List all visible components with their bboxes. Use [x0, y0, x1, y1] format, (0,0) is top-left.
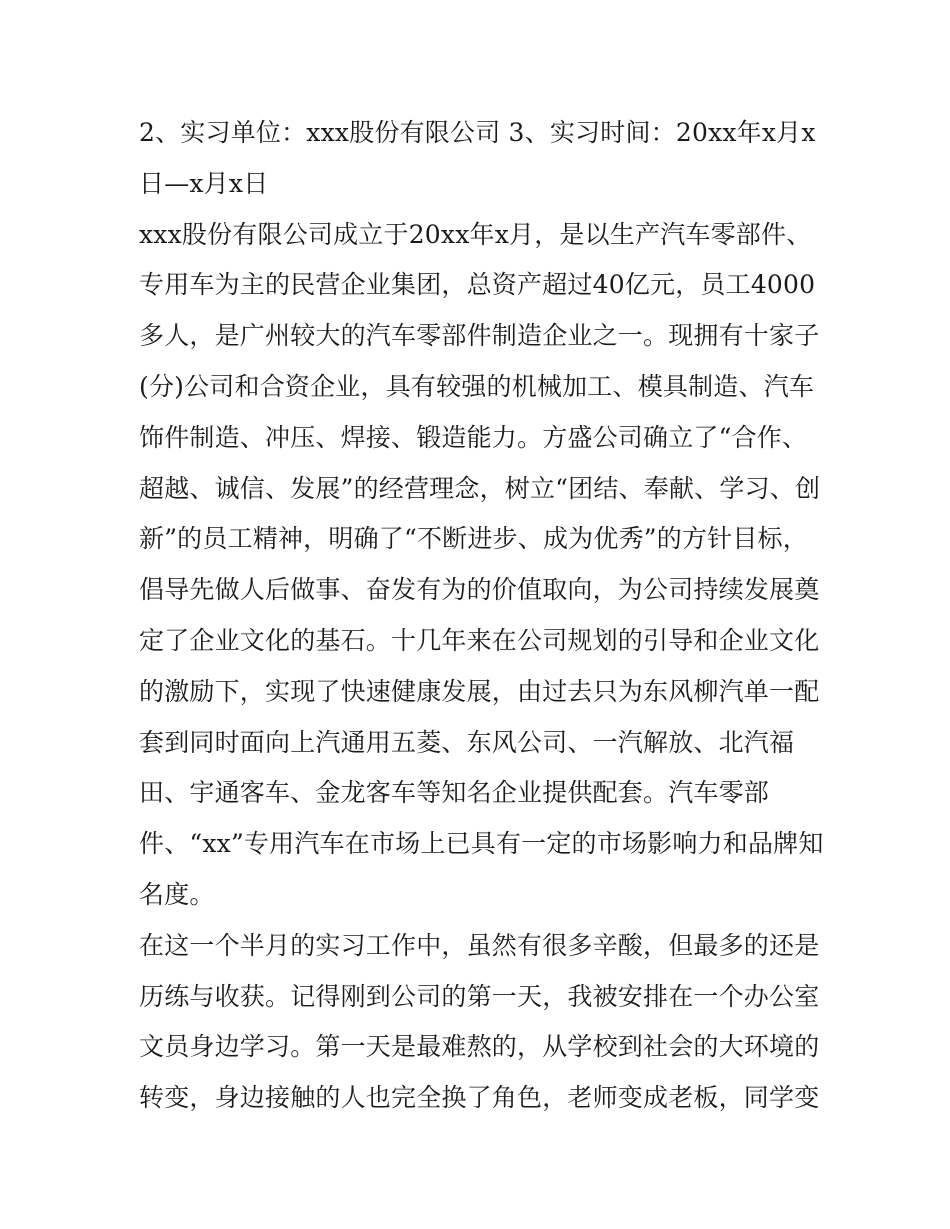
text-line: 新”的员工精神，明确了“不断进步、成为优秀”的方针目标， — [139, 524, 808, 554]
text-line: 2、实习单位：xxx股份有限公司 3、实习时间：20xx年x月x — [139, 118, 816, 147]
text-line: 倡导先做人后做事、奋发有为的价值取向，为公司持续发展奠 — [139, 575, 820, 605]
text-line: 定了企业文化的基石。十几年来在公司规划的引导和企业文化 — [139, 625, 820, 655]
text-line: 名度。 — [139, 879, 215, 909]
text-line: (分)公司和合资企业，具有较强的机械加工、模具制造、汽车 — [139, 371, 815, 401]
text-line: 专用车为主的民营企业集团，总资产超过40亿元，员工4000 — [139, 270, 816, 300]
text-line: 套到同时面向上汽通用五菱、东风公司、一汽解放、北汽福 — [139, 727, 795, 757]
text-line: 转变，身边接触的人也完全换了角色，老师变成老板，同学变 — [139, 1083, 820, 1113]
text-line: 历练与收获。记得刚到公司的第一天，我被安排在一个办公室 — [139, 981, 820, 1011]
text-line: 超越、诚信、发展”的经营理念，树立“团结、奉献、学习、创 — [139, 473, 821, 503]
text-line: 日—x月x日 — [139, 168, 269, 198]
document-body — [139, 108, 824, 1124]
text-line: 件、“xx”专用汽车在市场上已具有一定的市场影响力和品牌知 — [139, 829, 824, 859]
text-line: 田、宇通客车、金龙客车等知名企业提供配套。汽车零部 — [139, 778, 770, 808]
text-line: 在这一个半月的实习工作中，虽然有很多辛酸，但最多的还是 — [139, 930, 820, 960]
text-line: 饰件制造、冲压、焊接、锻造能力。方盛公司确立了“合作、 — [139, 422, 808, 452]
text-line: 多人，是广州较大的汽车零部件制造企业之一。现拥有十家子 — [139, 321, 820, 351]
text-line: xxx股份有限公司成立于20xx年x月，是以生产汽车零部件、 — [139, 219, 812, 249]
text-line: 的激励下，实现了快速健康发展，由过去只为东风柳汽单一配 — [139, 676, 820, 706]
text-line: 文员身边学习。第一天是最难熬的，从学校到社会的大环境的 — [139, 1032, 820, 1062]
